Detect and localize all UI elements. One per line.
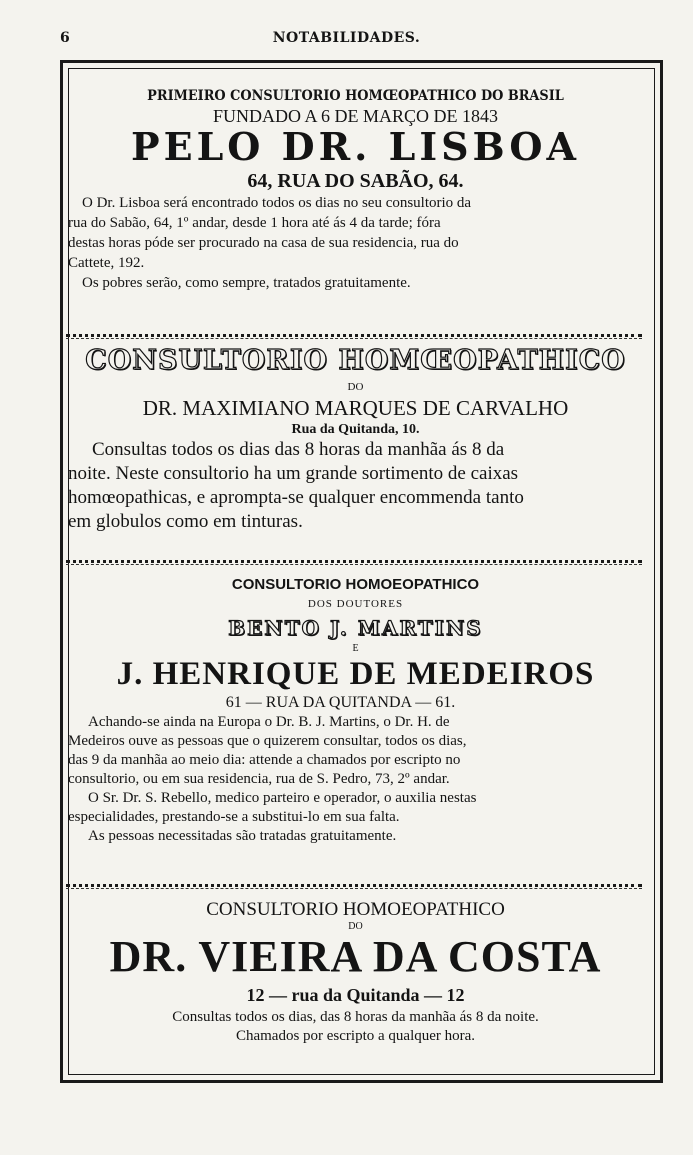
ad3-body-line: O Sr. Dr. S. Rebello, medico parteiro e operador, o auxilia nestas	[88, 790, 477, 806]
ad-dr-maximiano	[68, 342, 643, 534]
ad3-body-line: das 9 da manhãa ao meio dia: attende a chamados por escripto no	[68, 752, 461, 768]
ad4-address: 12 — rua da Quitanda — 12	[246, 985, 465, 1005]
ad2-body-line: em globulos como em tinturas.	[68, 511, 303, 532]
ad4-body-line: Consultas todos os dias, das 8 horas da manhãa ás 8 da noite.	[172, 1009, 539, 1025]
ad-dr-lisboa	[68, 88, 643, 293]
ad1-body-line: destas horas póde ser procurado na casa de sua residencia, rua do	[68, 235, 459, 251]
running-head	[0, 28, 693, 52]
ad4-do: DO	[348, 921, 363, 932]
ad3-body-line: As pessoas necessitadas são tratadas gratuitamente.	[88, 828, 397, 844]
section-divider	[66, 334, 642, 337]
section-divider	[66, 560, 642, 563]
ad3-subheading: DOS DOUTORES	[307, 598, 404, 610]
ad2-body-line: homœopathicas, e aprompta-se qualquer encommenda tanto	[68, 487, 524, 508]
ad1-heading: PRIMEIRO CONSULTORIO HOMŒOPATHICO DO BRASIL	[147, 88, 564, 104]
ad2-doctor-name: DR. MAXIMIANO MARQUES DE CARVALHO	[142, 396, 569, 420]
ad1-body-line: Cattete, 192.	[68, 255, 145, 271]
ad-martins-medeiros	[68, 575, 643, 846]
ad1-body-line: Os pobres serão, como sempre, tratados gratuitamente.	[82, 275, 411, 291]
ad1-address: 64, RUA DO SABÃO, 64.	[247, 170, 464, 192]
section-divider	[66, 884, 642, 887]
ad3-address: 61 — RUA DA QUITANDA — 61.	[225, 694, 456, 711]
ad2-heading: CONSULTORIO HOMŒOPATHICO	[85, 345, 626, 376]
page-title: NOTABILIDADES.	[272, 30, 421, 46]
ad1-body-line: rua do Sabão, 64, 1º andar, desde 1 hora até ás 4 da tarde; fóra	[68, 215, 441, 231]
ad4-heading: CONSULTORIO HOMOEOPATHICO	[206, 899, 505, 920]
ad3-doctor2: J. HENRIQUE DE MEDEIROS	[116, 656, 595, 692]
ad3-e: E	[352, 643, 359, 654]
ad3-body-line: Medeiros ouve as pessoas que o quizerem consultar, todos os dias,	[68, 733, 467, 749]
ad1-body-line: O Dr. Lisboa será encontrado todos os dias no seu consultorio da	[82, 195, 472, 211]
ad4-body-line: Chamados por escripto a qualquer hora.	[235, 1028, 476, 1044]
ad2-do: DO	[347, 381, 364, 393]
ad3-body-line: especialidades, prestando-se a substitui-lo em sua falta.	[68, 809, 400, 825]
page-number: 6	[60, 30, 70, 46]
ad2-address: Rua da Quitanda, 10.	[291, 422, 420, 437]
ad2-body-line: noite. Neste consultorio ha um grande sortimento de caixas	[68, 463, 519, 484]
ad-dr-vieira-da-costa	[68, 898, 643, 1046]
ad3-doctor1: BENTO J. MARTINS	[228, 616, 483, 640]
ad1-doctor-name: PELO DR. LISBOA	[131, 124, 580, 169]
ad3-heading: CONSULTORIO HOMOEOPATHICO	[231, 576, 480, 593]
ad3-body-line: Achando-se ainda na Europa o Dr. B. J. Martins, o Dr. H. de	[88, 714, 450, 730]
ad1-founded: FUNDADO A 6 DE MARÇO DE 1843	[212, 106, 499, 126]
ad3-body-line: consultorio, ou em sua residencia, rua de S. Pedro, 73, 2º andar.	[68, 771, 450, 787]
ad2-body-line: Consultas todos os dias das 8 horas da manhãa ás 8 da	[92, 439, 505, 460]
ad4-doctor-name: DR. VIEIRA DA COSTA	[109, 932, 602, 981]
